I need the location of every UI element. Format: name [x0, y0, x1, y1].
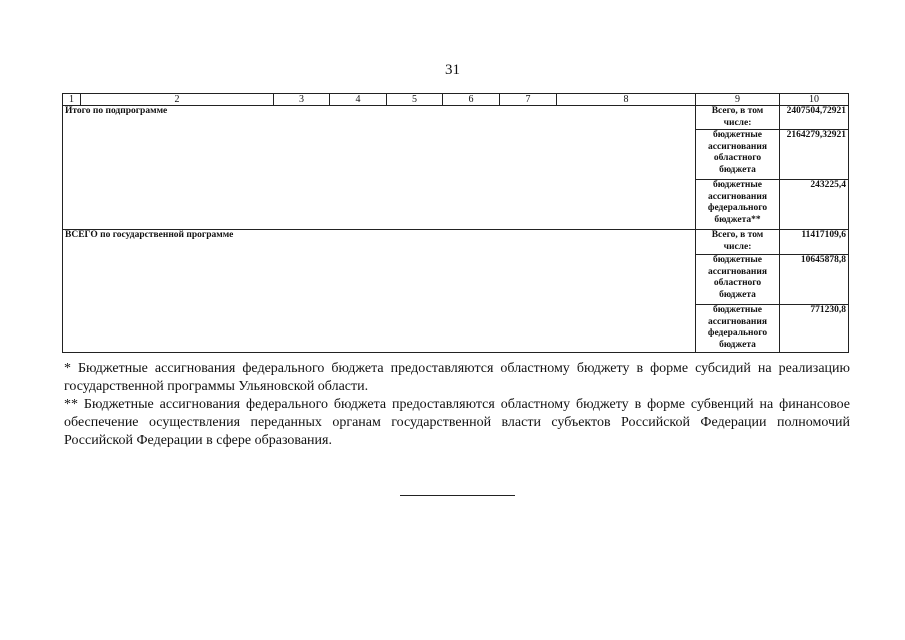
column-number: 3: [274, 94, 330, 106]
column-number: 5: [387, 94, 443, 106]
funding-amount: 2407504,72921: [780, 106, 849, 130]
column-number: 10: [780, 94, 849, 106]
column-number: 1: [63, 94, 81, 106]
funding-kind: бюджетные ассигнования областного бюджета: [696, 130, 780, 180]
funding-kind: Всего, в том числе:: [696, 230, 780, 255]
closing-rule: [400, 495, 515, 496]
column-number: 9: [696, 94, 780, 106]
column-number: 4: [330, 94, 387, 106]
column-number: 2: [81, 94, 274, 106]
footnote-subsidies: * Бюджетные ассигнования федерального бюджета предоставляются областному бюджету в форме субсидий на реализацию государственной программы Ульяновской области.: [64, 361, 850, 394]
budget-table: [62, 93, 849, 353]
funding-amount: 771230,8: [780, 305, 849, 353]
footnotes: [64, 360, 850, 450]
funding-kind: бюджетные ассигнования федерального бюджета**: [696, 180, 780, 230]
column-number: 7: [500, 94, 557, 106]
funding-kind: бюджетные ассигнования федерального бюджета: [696, 305, 780, 353]
column-number: 6: [443, 94, 500, 106]
funding-amount: 11417109,6: [780, 230, 849, 255]
table-row: [63, 106, 849, 130]
funding-amount: 2164279,32921: [780, 130, 849, 180]
funding-amount: 10645878,8: [780, 255, 849, 305]
section-label: Итого по подпрограмме: [63, 106, 696, 230]
funding-kind: Всего, в том числе:: [696, 106, 780, 130]
column-number-row: [63, 94, 849, 106]
footnote-subventions: ** Бюджетные ассигнования федерального бюджета предоставляются областному бюджету в форме субвенций на финансовое обеспечение осуществления переданных органам государственной власти субъектов Российской Федерации полномочий Российской Федерации в сфере образования.: [64, 397, 850, 448]
funding-amount: 243225,4: [780, 180, 849, 230]
funding-kind: бюджетные ассигнования областного бюджета: [696, 255, 780, 305]
section-label: ВСЕГО по государственной программе: [63, 230, 696, 353]
column-number: 8: [557, 94, 696, 106]
table-row: [63, 230, 849, 255]
page-number: 31: [445, 62, 460, 78]
